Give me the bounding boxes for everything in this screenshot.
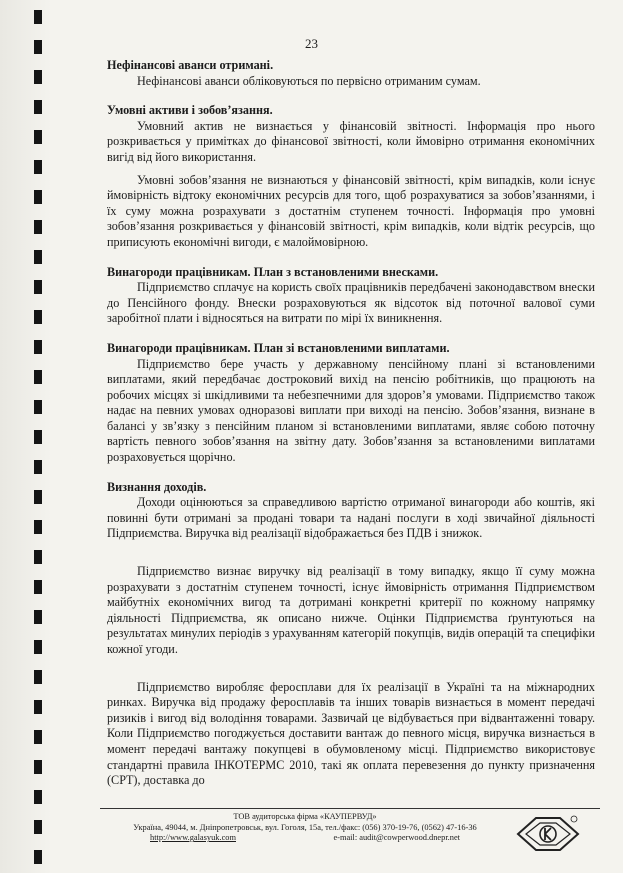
binding-hole: [34, 700, 42, 714]
binding-hole: [34, 220, 42, 234]
binding-hole: [34, 460, 42, 474]
binding-hole: [34, 820, 42, 834]
binding-hole: [34, 610, 42, 624]
binding-hole: [34, 370, 42, 384]
footer-website-link[interactable]: http://www.galasyuk.com: [150, 833, 236, 843]
footer-company: ТОВ аудиторська фірма «КАУПЕРВУД»: [233, 812, 377, 821]
section-heading: Винагороди працівникам. План з встановленими внесками.: [107, 264, 439, 279]
page-number: 23: [305, 36, 318, 51]
document-body: [107, 58, 595, 789]
footer-email: e-mail: audit@cowperwood.dnepr.net: [333, 833, 460, 843]
binding-hole: [34, 550, 42, 564]
section-heading: Винагороди працівникам. План зі встановленими виплатами.: [107, 340, 450, 355]
paragraph: Підприємство сплачує на користь своїх працівників передбачені законодавством внески до Пенсійного фонду. Внески розраховуються як відсоток від поточної валової суми заробітної плати і відносяться на витрати по мірі їх виникнення.: [107, 280, 595, 326]
binding-hole: [34, 160, 42, 174]
binding-hole: [34, 490, 42, 504]
paragraph: Умовний актив не визнається у фінансовій звітності. Інформація про нього розкривається у примітках до фінансової звітності, коли ймовірно отримання економічних вигід від його використання.: [107, 118, 595, 164]
paragraph: Доходи оцінюються за справедливою вартістю отриманої винагороди або коштів, які повинні бути отримані за продані товари та надані послуги в ході звичайної діяльності Підприємства. Виручка від реалізації відображається без ПДВ і знижок.: [107, 495, 595, 541]
binding-hole: [34, 520, 42, 534]
binding-hole: [34, 850, 42, 864]
binding-hole: [34, 70, 42, 84]
binding-hole: [34, 730, 42, 744]
paragraph: Підприємство визнає виручку від реалізації в тому випадку, якщо її суму можна розрахувати з достатнім ступенем точності, існує ймовірність отримання Підприємством майбутніх економічних вигод та дотримані конкретні критерії по кожному напрямку діяльності Підприємства, як описано нижче. Оцінки Підприємства ґрунтуються на результатах минулих періодів з урахуванням категорій покупців, видів операцій та специфіки кожної угоди.: [107, 564, 595, 656]
binding-hole: [34, 760, 42, 774]
binding-hole: [34, 580, 42, 594]
paragraph: Нефінансові аванси обліковуються по первісно отриманим сумам.: [137, 73, 481, 88]
paragraph: Підприємство виробляє феросплави для їх реалізації в Україні та на міжнародних ринках. Виручка від продажу феросплавів та інших товарів визнається в момент передачі ризиків і вигод від володіння товарами. Зазвичай це відбувається при відвантаженні товару. Коли Підприємство погоджується доставити вантаж до певного місця, виручка визнається в момент передачі вантажу покупцеві в обумовленому місці. Підприємство використовує стандартні правила ІНКОТЕРМС 2010, такі як оплата перевезення до пункту призначення (CPT), доставка до: [107, 679, 595, 788]
binding-hole: [34, 190, 42, 204]
section-heading: Нефінансові аванси отримані.: [107, 58, 274, 72]
section-heading: Визнання доходів.: [107, 479, 207, 494]
footer: [100, 812, 510, 844]
binding-hole: [34, 670, 42, 684]
paragraph: Умовні зобов’язання не визнаються у фінансовій звітності, крім випадків, коли існує ймовірність відтоку економічних ресурсів для того, щоб розрахуватися за зобов’язаннями, і їх суму можна розрахувати з достатнім ступенем точності. Інформація про умовні зобов’язання розкривається у фінансовій звітності, крім випадків, коли відтік ресурсів, що приписують економічні вигоди, є малоймовірною.: [107, 172, 595, 249]
paragraph: Підприємство бере участь у державному пенсійному плані зі встановленими виплатами, який передбачає достроковий вихід на пенсію робітників, що працюють на робочих місцях зі шкідливими та небезпечними для здоров’я умовами. Підприємство також надає на певних умовах одноразові виплати при виході на пенсію. Зобов’язання, визнане в балансі у зв’язку з пенсійним планом зі встановленими виплатами, являє собою поточну вартість певного зобов’язання на звітну дату. Зобов’язання за встановленими виплатами розраховується щорічно.: [107, 356, 595, 465]
binding-hole: [34, 790, 42, 804]
binding-hole: [34, 100, 42, 114]
binding-hole: [34, 250, 42, 264]
binding-hole: [34, 340, 42, 354]
binding-hole: [34, 130, 42, 144]
binding-hole: [34, 430, 42, 444]
binding-hole: [34, 400, 42, 414]
footer-address: Україна, 49044, м. Дніпропетровськ, вул. Гоголя, 15а, тел./факс: (056) 370-19-76, (0562) 47-16-36: [133, 822, 477, 832]
section-heading: Умовні активи і зобов’язання.: [107, 103, 273, 118]
binding-margin: [0, 0, 52, 873]
binding-hole: [34, 10, 42, 24]
binding-hole: [34, 280, 42, 294]
footer-rule: [100, 808, 600, 809]
binding-hole: [34, 640, 42, 654]
company-logo: [516, 814, 580, 854]
binding-hole: [34, 310, 42, 324]
